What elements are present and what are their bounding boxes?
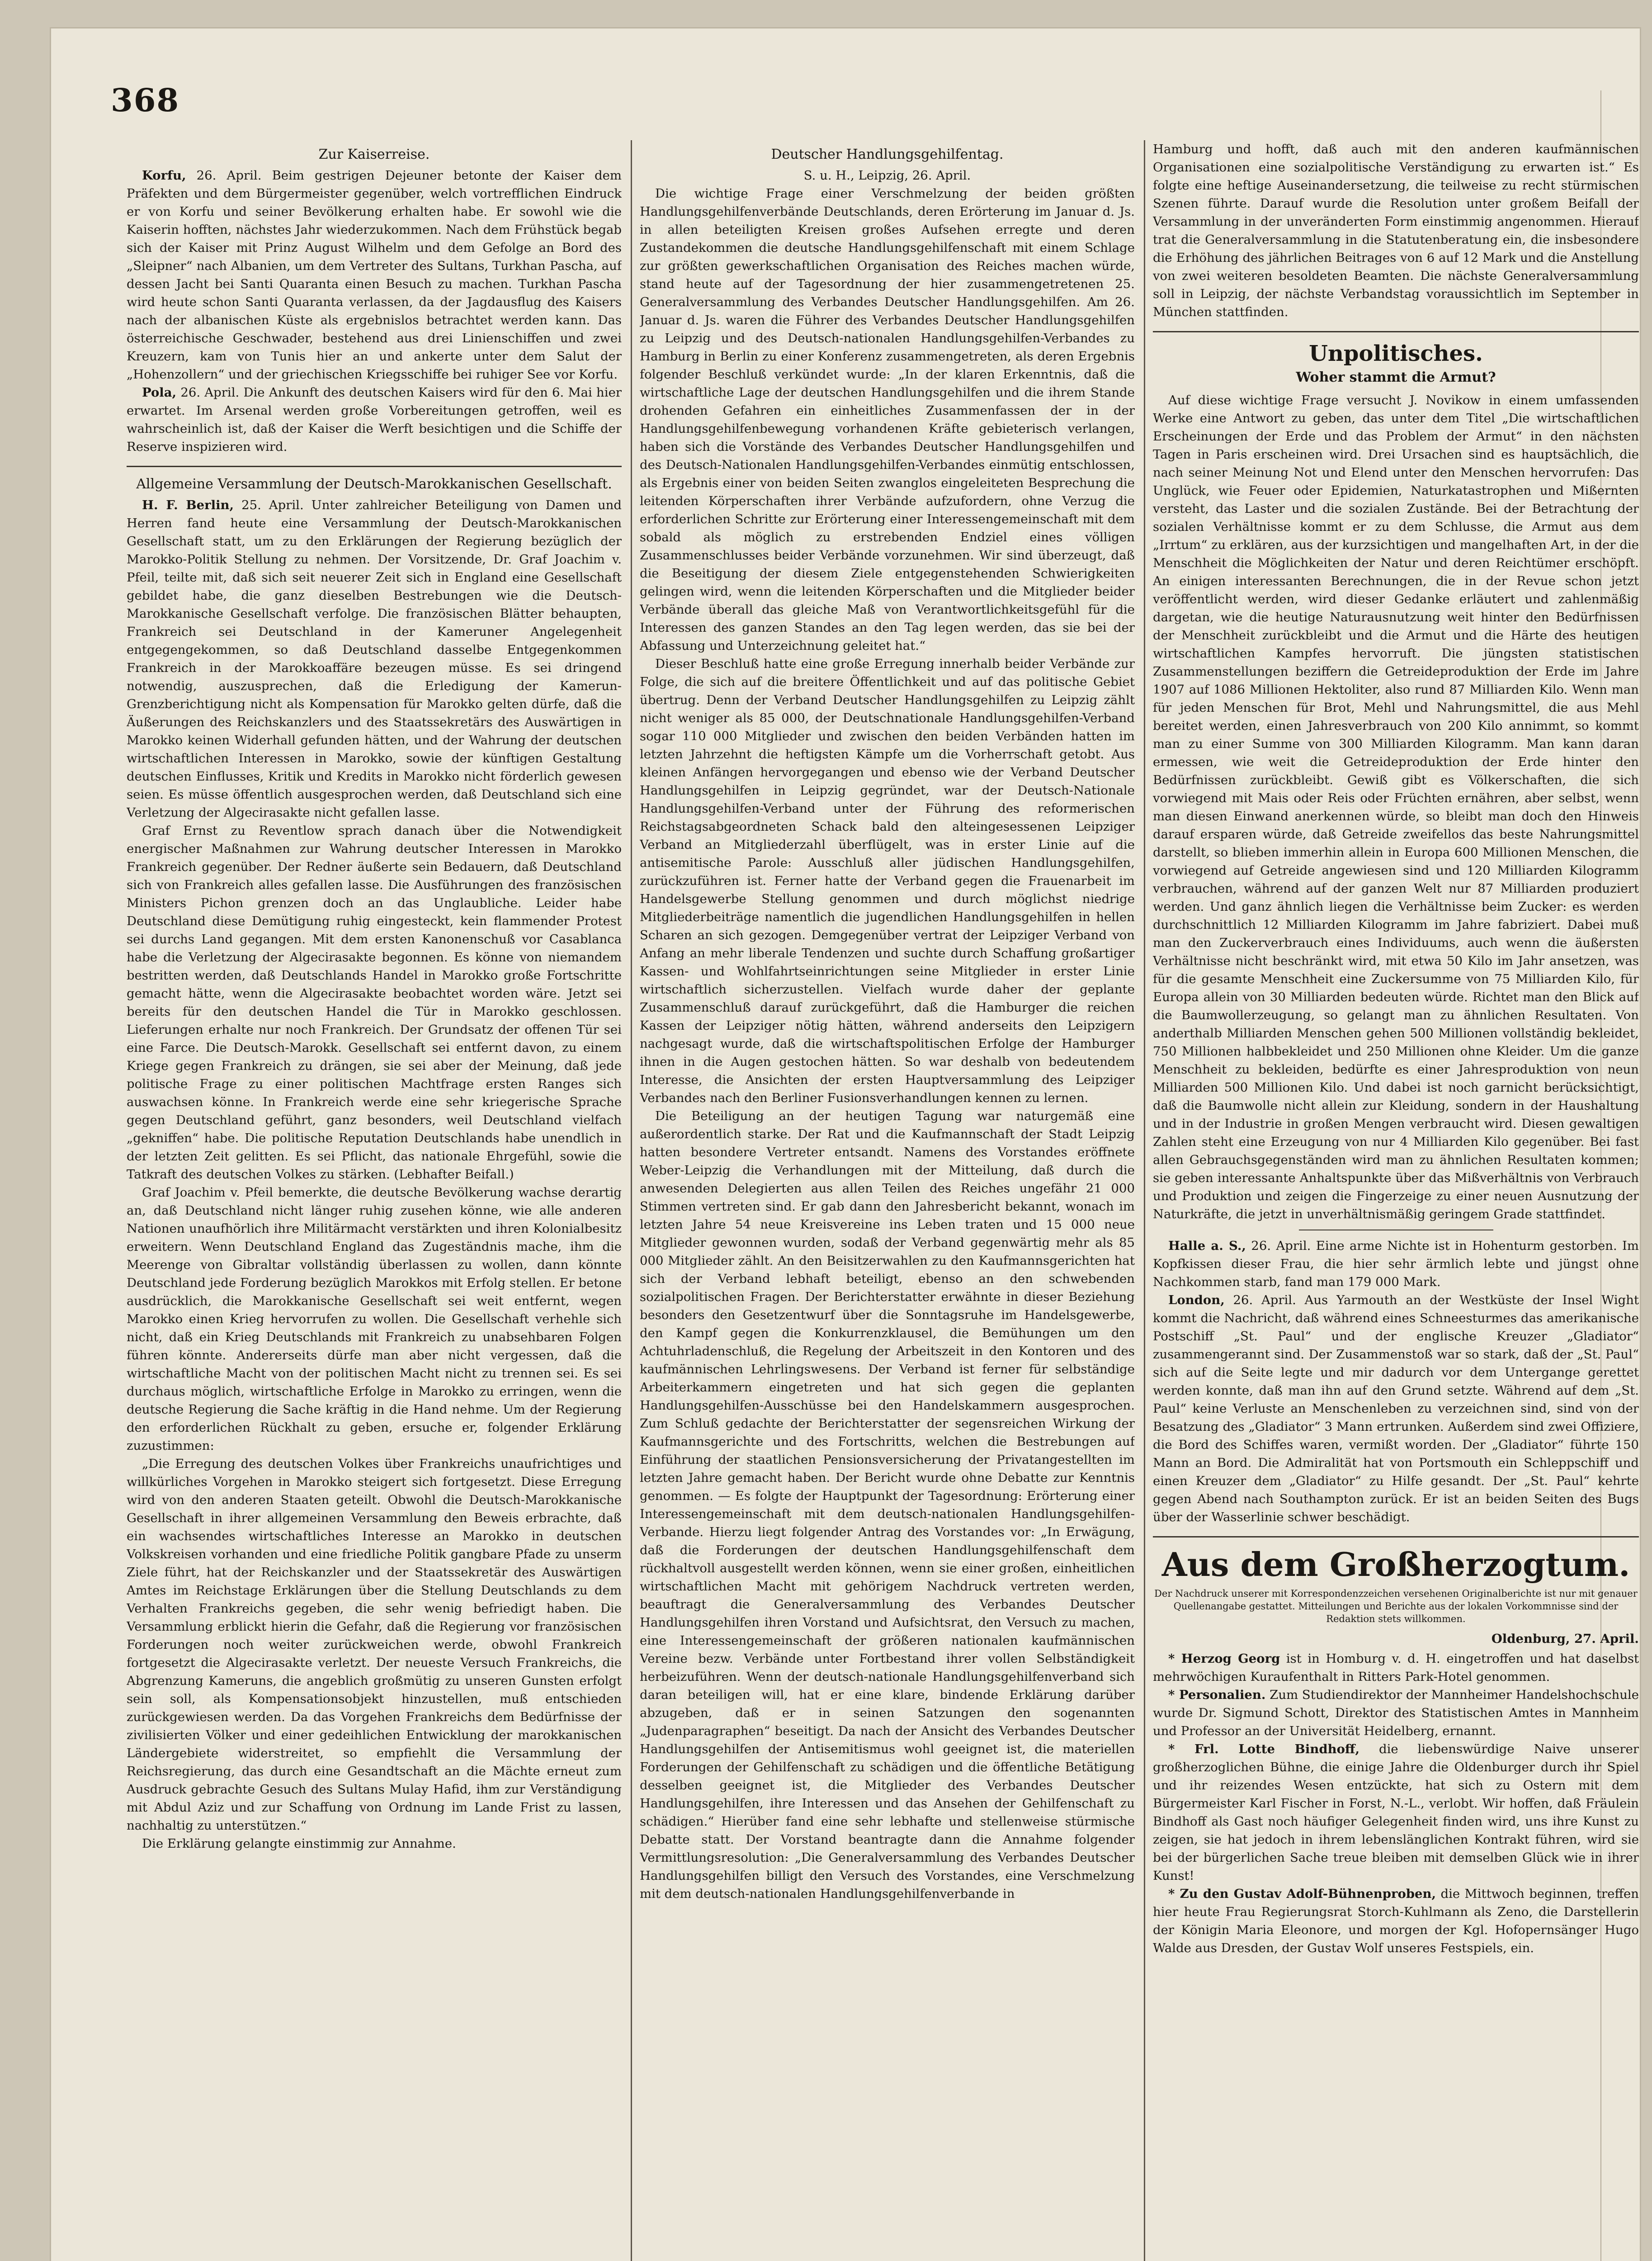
section-heading: Aus dem Großherzogtum. [1161, 1545, 1630, 1584]
article-paragraph [1153, 1291, 1639, 1526]
place-name: Korfu, [142, 168, 186, 183]
article-paragraph: „Die Erregung des deutschen Volkes über Frankreichs unaufrichtiges und willkürliches Vorgehen in Marokko steigert sich fortgesetzt. Diese Erregung wird von den anderen Staaten geteilt. Obwohl die Deutsch-Marokkanische Gesellschaft in ihrer allgemeinen Versammlung den Beweis erbrachte, daß ein wachsendes wirtschaftliches Interesse an Marokko in deutschen Volkskreisen vorhanden und eine friedliche Politik gangbare Pfade zu unserm Ziele führt, hat der Reichskanzler und der Staatssekretär des Auswärtigen Amtes im Reichstage Erklärungen über die Stellung Deutschlands zu dem Verhalten Frankreichs gegeben, die sehr wenig befriedigt haben. Die Versammlung erblickt hierin die Gefahr, daß die Regierung vor französischen Forderungen noch weiter zurückweichen werde, obwohl Frankreich fortgesetzt die Algecirasakte verletzt. Der neueste Versuch Frankreichs, die Abgrenzung Kameruns, die angeblich großmütig zu unseren Gunsten erfolgt sein soll, als Kompensationsobjekt hinzustellen, muß entschieden zurückgewiesen werden. Da das Vorgehen Frankreichs dem Bedürfnisse der zivilisierten Völker und einer gedeihlichen Entwicklung der marokkanischen Ländergebiete widerstreitet, so empfiehlt die Versammlung der Reichsregierung, das durch eine Gesandtschaft an die Mächte erneut zum Ausdruck gebrachte Gesuch des Sultans Mulay Hafid, ihm zur Verständigung mit Abdul Aziz und zur Schaffung von Ordnung im Lande Frist zu lassen, nachhaltig zu unterstützen.“ [127, 1457, 622, 1833]
section-divider [1153, 1536, 1639, 1537]
item-lead: * Personalien. [1168, 1688, 1266, 1702]
article-paragraph [1153, 1885, 1639, 1957]
article-paragraph: Auf diese wichtige Frage versucht J. Novikow in einem umfassenden Werke eine Antwort zu geben, das unter dem Titel „Die wirtschaftlichen Erscheinungen der Erde und das Problem der Armut“ in den nächsten Tagen in Paris erscheinen wird. Drei Ursachen sind es hauptsächlich, die nach seiner Meinung Not und Elend unter den Menschen hervorrufen: Das Unglück, wie Feuer oder Epidemien, Naturkatastrophen und Mißernten versteht, das Laster und die sozialen Zustände. Bei der Betrachtung der sozialen Verhältnisse kommt er zu dem Schlusse, die Armut aus dem „Irrtum“ zu erklären, aus der kurzsichtigen und mangelhaften Art, in der die Menschheit die Möglichkeiten der Natur und deren Reichtümer erschöpft. An einigen interessanten Berechnungen, die in der Revue schon jetzt veröffentlicht werden, wird dieser Gedanke erläutert und zahlenmäßig dargetan, wie die heutige Naturausnutzung weit hinter den Bedürfnissen der Menschheit zurückbleibt und die Armut und die Härte des heutigen wirtschaftlichen Kampfes hervorruft. Die jüngsten statistischen Zusammenstellungen beziffern die Getreideproduktion der Erde im Jahre 1907 auf 1086 Millionen Hektoliter, also rund 87 Milliarden Kilo. Wenn man für jeden Menschen für Brot, Mehl und Nahrungsmittel, die aus Mehl bereitet werden, einen Jahresverbrauch von 200 Kilo annimmt, so kommt man zu einer Summe von 300 Milliarden Kilogramm. Man kann daran ermessen, wie weit die Getreideproduktion der Erde hinter den Bedürfnissen zurückbleibt. Gewiß gibt es Völkerschaften, die sich vorwiegend mit Mais oder Reis oder Früchten ernähren, aber selbst, wenn man diesen Einwand anerkennen würde, so bleibt man doch den Hinweis darauf ersparen würde, daß Getreide zweifellos das beste Nahrungsmittel darstellt, so blieben immerhin allein in Europa 600 Millionen Menschen, die vorwiegend auf Getreide angewiesen sind und 120 Milliarden Kilogramm verbrauchen, während auf der ganzen Welt nur 87 Milliarden produziert werden. Und ganz ähnlich liegen die Verhältnisse beim Zucker: es werden durchschnittlich 12 Milliarden Kilogramm im Jahre fabriziert. Dabei muß man den Zuckerverbrauch eines Individuums, auch wenn die äußersten Verhältnisse nicht beschränkt wird, mit etwa 50 Kilo im Jahr ansetzen, was für die gesamte Menschheit eine Zuckersumme von 75 Milliarden Kilo, für Europa allein von 30 Milliarden bedeuten würde. Richtet man den Blick auf die Baumwollerzeugung, so gelangt man zu ähnlichen Resultaten. Von anderthalb Milliarden Menschen gehen 500 Millionen vollständig bekleidet, 750 Millionen halbbekleidet und 250 Millionen ohne Kleider. Um die ganze Menschheit zu bekleiden, bedürfte es einer Jahresproduktion von neun Milliarden 500 Millionen Kilo. Und dabei ist noch garnicht berücksichtigt, daß die Baumwolle nicht allein zur Kleidung, sondern in der Haushaltung und in der Industrie in großen Mengen verbraucht wird. Diesen gewaltigen Zahlen steht eine Erzeugung von nur 4 Milliarden Kilo gegenüber. Bei fast allen Gebrauchsgegenständen wird man zu ähnlichen Resultaten kommen; sie geben interessante Anhaltspunkte über das Mißverhältnis von Verbrauch und Produktion und zeigen die Fingerzeige zu einer neuen Ausnutzung der Naturkräfte, die jetzt in unverhältnismäßig geringem Grade stattfindet. [1153, 393, 1639, 1221]
column-2 [640, 140, 1135, 2261]
article-title: Zur Kaiserreise. [318, 147, 430, 162]
page-number: 368 [111, 81, 180, 119]
paragraph-text: Zum Studiendirektor der Mannheimer Handelshochschule wurde Dr. Sigmund Schott, Direktor des Statistischen Amtes in Mannheim und Professor an der Universität Heidelberg, ernannt. [1153, 1688, 1639, 1738]
item-lead: * Zu den Gustav Adolf-Bühnenproben, [1168, 1887, 1436, 1901]
paragraph-text: 26. April. Eine arme Nichte ist in Hohenturm gestorben. Im Kopfkissen dieser Frau, die hier sehr ärmlich lebte und jüngst ohne Nachkommen starb, fand man 179 000 Mark. [1153, 1239, 1639, 1289]
article-paragraph [127, 496, 622, 822]
paragraph-text: 26. April. Die Ankunft des deutschen Kaisers wird für den 6. Mai hier erwartet. Im Arsenal werden große Vorbereitungen getroffen, weil es wahrscheinlich ist, daß der Kaiser die Werft besichtigen und die Schiffe der Reserve inspizieren wird. [127, 385, 622, 454]
section-divider [127, 466, 622, 467]
dateline: Oldenburg, 27. April. [1491, 1632, 1639, 1646]
article-paragraph [127, 383, 622, 456]
article-paragraph [127, 166, 622, 383]
article-paragraph: Die wichtige Frage einer Verschmelzung der beiden größten Handlungsgehilfenverbände Deutschlands, deren Erörterung im Januar d. Js. in allen beteiligten Kreisen großes Aufsehen erregte und deren Zustandekommen die deutsche Handlungsgehilfenschaft mit einem Schlage zur größten gewerkschaftlichen Organisation des Reiches machen würde, stand heute auf der Tagesordnung der hier zusammengetretenen 25. Generalversammlung des Verbandes Deutscher Handlungsgehilfen. Am 26. Januar d. Js. waren die Führer des Verbandes Deutscher Handlungsgehilfen zu Leipzig und des Deutsch-nationalen Handlungsgehilfen-Verbandes zu Hamburg in Berlin zu einer Konferenz zusammengetreten, als deren Ergebnis folgender Beschluß verkündet wurde: „In der klaren Erkenntnis, daß die wirtschaftliche Lage der deutschen Handlungsgehilfen und die ihrem Stande drohenden Gefahren ein einheitliches Zusammenfassen der in der Handlungsgehilfenbewegung vorhandenen Kräfte gebieterisch verlangen, haben sich die Vorstände des Verbandes Deutscher Handlungsgehilfen und des Deutsch-Nationalen Handlungsgehilfen-Verbandes einmütig entschlossen, als Ergebnis einer von beiden Seiten zwanglos eingeleiteten Besprechung die leitenden Körperschaften ihrer Verbände aufzufordern, ohne Verzug die erforderlichen Schritte zur Erörterung einer Interessengemeinschaft mit dem sobald als möglich zu erstrebenden Endziel eines völligen Zusammenschlusses beider Verbände vorzunehmen. Wir sind überzeugt, daß die Beseitigung der diesem Ziele entgegenstehenden Schwierigkeiten gelingen wird, wenn die leitenden Körperschaften und die Mitglieder beider Verbände überall das gleiche Maß von Verantwortlichkeitsgefühl für die Interessen des ganzen Standes an den Tag legen werden, das sie bei der Abfassung und Unterzeichnung geleitet hat.“ [640, 186, 1135, 653]
paragraph-text: 26. April. Beim gestrigen Dejeuner betonte der Kaiser dem Präfekten und dem Bürgermeister gegenüber, welch vortrefflichen Eindruck er von Korfu und seiner Bevölkerung erhalten habe. Er sowohl wie die Kaiserin hofften, nächstes Jahr wiederzukommen. Nach dem Frühstück begab sich der Kaiser mit Prinz August Wilhelm und dem Gefolge an Bord des „Sleipner“ nach Albanien, um dem Vertreter des Sultans, Turkhan Pascha, auf dessen Jacht bei Santi Quaranta einen Besuch zu machen. Turkhan Pascha wird heute schon Santi Quaranta verlassen, da der Jagdausflug des Kaisers nach der albanischen Küste als ergebnislos betrachtet werden kann. Das österreichische Geschwader, bestehend aus drei Linienschiffen und zwei Kreuzern, kam von Tunis hier an und ankerte unter dem Salut der „Hohenzollern“ und der griechischen Kriegsschiffe bei ruhiger See vor Korfu. [127, 168, 622, 382]
place-name: H. F. Berlin, [142, 498, 234, 512]
column-rule [1144, 140, 1145, 2261]
place-name: Halle a. S., [1168, 1239, 1246, 1253]
column-1 [127, 140, 622, 2261]
article-paragraph: Graf Joachim v. Pfeil bemerkte, die deutsche Bevölkerung wachse derartig an, daß Deutschland nicht länger ruhig zusehen könne, wie alle anderen Nationen unaufhörlich ihre Militärmacht verstärkten und ihren Kolonialbesitz erweitern. Wenn Deutschland England das Zugeständnis mache, ihm die Meerenge von Gibraltar vollständig überlassen zu wollen, dann könnte Deutschland jede Forderung bezüglich Marokkos mit Erfolg stellen. Er betone ausdrücklich, die Marokkanische Gesellschaft sei weit entfernt, wegen Marokko einen Krieg hervorrufen zu wollen. Die Gesellschaft verhehle sich nicht, daß ein Krieg Deutschlands mit Frankreich zu unabsehbaren Folgen führen könnte. Andererseits dürfe man aber nicht vergessen, daß die wirtschaftliche Macht von der politischen Macht nicht zu trennen sei. Es sei durchaus möglich, wirtschaftliche Erfolge in Marokko zu erringen, wenn die deutsche Regierung die Sache kräftig in die Hand nehme. Um der Regierung den erforderlichen Rückhalt zu geben, ersuche er, folgender Erklärung zuzustimmen: [127, 1185, 622, 1453]
section-divider [1153, 331, 1639, 332]
article-paragraph [1153, 1686, 1639, 1740]
paragraph-text: die Mittwoch beginnen, treffen hier heute Frau Regierungsrat Storch-Kuhlmann als Zeno, die Darstellerin der Königin Maria Eleonore, und morgen der Kgl. Hofopernsänger Hugo Walde aus Dresden, der Gustav Wolf unseres Festspiels, ein. [1153, 1887, 1639, 1955]
article-paragraph: Graf Ernst zu Reventlow sprach danach über die Notwendigkeit energischer Maßnahmen zur Wahrung deutscher Interessen in Marokko Frankreich gegenüber. Der Redner äußerte sein Bedauern, daß Deutschland sich von Frankreich alles gefallen lasse. Die Ausführungen des französischen Ministers Pichon grenzen doch an das Unglaubliche. Leider habe Deutschland diese Demütigung ruhig eingesteckt, kein flammender Protest sei durchs Land gegangen. Mit dem ersten Kanonenschuß vor Casablanca habe die Verletzung der Algecirasakte begonnen. Es könne von niemandem bestritten werden, daß Deutschlands Handel in Marokko große Fortschritte gemacht hätte, wenn die Algecirasakte beobachtet worden wäre. Jetzt sei bereits für den deutschen Handel die Tür in Marokko geschlossen. Lieferungen erhalte nur noch Frankreich. Der Grundsatz der offenen Tür sei eine Farce. Die Deutsch-Marokk. Gesellschaft sei entfernt davon, zu einem Kriege gegen Frankreich zu drängen, sie sei aber der Meinung, daß jede politische Frage zu einer politischen Machtfrage ersten Ranges sich auswachsen könne. In Frankreich werde eine sehr kriegerische Sprache gegen Deutschland geführt, ganz besonders, weil Deutschland vielfach „gekniffen“ habe. Die politische Reputation Deutschlands habe unendlich in der letzten Zeit gelitten. Es sei Pflicht, das nationale Ehrgefühl, sowie die Tatkraft des deutschen Volkes zu stärken. (Lebhafter Beifall.) [127, 823, 622, 1182]
column-3 [1153, 140, 1639, 2261]
place-name: Pola, [142, 385, 177, 400]
article-paragraph: Die Beteiligung an der heutigen Tagung war naturgemäß eine außerordentlich starke. Der Rat und die Kaufmannschaft der Stadt Leipzig hatten besondere Vertreter entsandt. Namens des Vorstandes eröffnete Weber-Leipzig die Verhandlungen mit der Mitteilung, daß durch die anwesenden Delegierten aus allen Teilen des Reiches ungefähr 21 000 Stimmen vertreten sind. Er gab dann den Jahresbericht bekannt, wonach im letzten Jahre 54 neue Kreisvereine ins Leben traten und 15 000 neue Mitglieder gewonnen wurden, sodaß der Verband gegenwärtig mehr als 85 000 Mitglieder zählt. An den Beisitzerwahlen zu den Kaufmannsgerichten hat sich der Verband lebhaft beteiligt, ebenso an den schwebenden sozialpolitischen Fragen. Der Berichterstatter erwähnte in dieser Beziehung besonders den Gesetzentwurf über die Sonntagsruhe im Handelsgewerbe, den Kampf gegen die Konkurrenzklausel, die Bemühungen um den Achtuhrladenschluß, die Regelung der Arbeitszeit in den Kontoren und des kaufmännischen Lehrlingswesens. Der Verband ist ferner für selbständige Arbeiterkammern eingetreten und hat sich gegen die geplanten Handlungsgehilfen-Ausschüsse bei den Handelskammern ausgesprochen. Zum Schluß gedachte der Berichterstatter der segensreichen Wirkung der Kaufmannsgerichte und des Fortschritts, welchen die Bestrebungen auf Einführung der staatlichen Pensionsversicherung der Privatangestellten im letzten Jahre gemacht haben. Der Bericht wurde ohne Debatte zur Kenntnis genommen. — Es folgte der Hauptpunkt der Tagesordnung: Erörterung einer Interessengemeinschaft mit dem deutsch-nationalen Handlungsgehilfen-Verbande. Hierzu liegt folgender Antrag des Vorstandes vor: „In Erwägung, daß die Forderungen der deutschen Handlungsgehilfenschaft dem rückhaltvoll ausgestellt werden können, wenn sie einer großen, einheitlichen wirtschaftlichen Macht mit gehörigem Nachdruck vertreten werden, beauftragt die Generalversammlung des Verbandes Deutscher Handlungsgehilfen ihren Vorstand und Aufsichtsrat, den Versuch zu machen, eine Interessengemeinschaft der größeren nationalen kaufmännischen Vereine bezw. Verbände unter Fortbestand ihrer vollen Selbständigkeit herbeizuführen. Wenn der deutsch-nationale Handlungsgehilfenverband sich daran beteiligen will, hat er eine klare, bindende Erklärung darüber abzugeben, daß er in seinen Satzungen den sogenannten „Judenparagraphen“ beseitigt. Da nach der Ansicht des Verbandes Deutscher Handlungsgehilfen der Antisemitismus wohl geeignet ist, die materiellen Forderungen der Gehilfenschaft zu schädigen und die öffentliche Betätigung desselben geeignet ist, die Mitglieder des Verbandes Deutscher Handlungsgehilfen, ihre Interessen und das Ansehen der Gehilfenschaft zu schädigen.“ Hierüber fand eine sehr lebhafte und stellenweise stürmische Debatte statt. Der Vorstand beantragte dann die Annahme folgender Vermittlungsresolution: „Die Generalversammlung des Verbandes Deutscher Handlungsgehilfen billigt den Versuch des Vorstandes, eine Verschmelzung mit dem deutsch-nationalen Handlungsgehilfenverbande in [640, 1109, 1135, 1901]
article-subtitle: Woher stammt die Armut? [1296, 369, 1496, 385]
article-paragraph [1153, 1237, 1639, 1291]
item-lead: * Frl. Lotte Bindhoff, [1168, 1742, 1360, 1756]
article-title: Allgemeine Versammlung der Deutsch-Marokkanischen Gesellschaft. [136, 476, 612, 492]
article-title: Deutscher Handlungsgehilfentag. [771, 147, 1004, 162]
paragraph-text: 25. April. Unter zahlreicher Beteiligung von Damen und Herren fand heute eine Versammlung der Deutsch-Marokkanischen Gesellschaft statt, um zu den Erklärungen der Regierung bezüglich der Marokko-Politik Stellung zu nehmen. Der Vorsitzende, Dr. Graf Joachim v. Pfeil, teilte mit, daß sich seit neuerer Zeit sich in England eine Gesellschaft gebildet habe, die ganz dieselben Bestrebungen wie die Deutsch-Marokkanische Gesellschaft verfolge. Die französischen Blätter behaupten, Frankreich sei Deutschland in der Kameruner Angelegenheit entgegengekommen, so daß Deutschland dasselbe Entgegenkommen Frankreich in der Marokkoaffäre bezeugen müsse. Es sei dringend notwendig, auszusprechen, daß die Erledigung der Kamerun-Grenzberichtigung nicht als Kompensation für Marokko gelten dürfe, daß die Äußerungen des Reichskanzlers und des Staatssekretärs des Auswärtigen in Marokko keinen Widerhall gefunden hätten, und der Wahrung der deutschen wirtschaftlichen Interessen in Marokko, sowie der künftigen Gestaltung deutschen Einflusses, Kritik und Kredits in Marokko nicht förderlich gewesen seien. Es müsse öffentlich ausgesprochen werden, daß Deutschland sich eine Verletzung der Algecirasakte nicht gefallen lasse. [127, 498, 622, 820]
article-paragraph: Dieser Beschluß hatte eine große Erregung innerhalb beider Verbände zur Folge, die sich auf die breitere Öffentlichkeit und auf das politische Gebiet übertrug. Denn der Verband Deutscher Handlungsgehilfen zu Leipzig zählt nicht weniger als 85 000, der Deutschnationale Handlungsgehilfen-Verband sogar 110 000 Mitglieder und zwischen den beiden Verbänden hatten im letzten Jahrzehnt die heftigsten Kämpfe um die Vorherrschaft getobt. Aus kleinen Anfängen hervorgegangen und ebenso wie der Verband Deutscher Handlungsgehilfen in Leipzig gegründet, war der Deutsch-Nationale Handlungsgehilfen-Verband unter der Führung des reformerischen Reichstagsabgeordneten Schack bald den alteingesessenen Leipziger Verband an Mitgliederzahl überflügelt, was in erster Linie auf die antisemitische Parole: Ausschluß aller jüdischen Handlungsgehilfen, zurückzuführen ist. Ferner hatte der Verband gegen die Frauenarbeit im Handelsgewerbe Stellung genommen und durch möglichst niedrige Mitgliederbeiträge namentlich die jugendlichen Handlungsgehilfen in hellen Scharen an sich gezogen. Demgegenüber vertrat der Leipziger Verband von Anfang an mehr liberale Tendenzen und suchte durch Schaffung großartiger Kassen- und Wohlfahrtseinrichtungen seine Mitglieder in erster Linie wirtschaftlich sicherzustellen. Vielfach wurde daher der geplante Zusammenschluß darauf zurückgeführt, daß die Hamburger die reichen Kassen der Leipziger nötig hätten, während anderseits den Leipzigern nachgesagt wurde, daß die wirtschaftspolitischen Erfolge der Hamburger ihnen in die Augen gestochen hätten. So war deshalb von bedeutendem Interesse, die Ansichten der ersten Hauptversammlung des Leipziger Verbandes nach den Berliner Fusionsverhandlungen kennen zu lernen. [640, 657, 1135, 1105]
newspaper-page [50, 27, 1641, 2261]
paragraph-text: ist in Homburg v. d. H. eingetroffen und hat daselbst mehrwöchigen Kuraufenthalt in Ritters Park-Hotel genommen. [1153, 1651, 1639, 1684]
place-name: London, [1168, 1293, 1225, 1307]
paragraph-text: 26. April. Aus Yarmouth an der Westküste der Insel Wight kommt die Nachricht, daß während eines Schneesturmes das amerikanische Postschiff „St. Paul“ und der englische Kreuzer „Gladiator“ zusammengerannt sind. Der Zusammenstoß war so stark, daß der „St. Paul“ sich auf die Seite legte und mir dadurch vor dem Untergange gerettet werden konnte, daß man ihn auf den Grund setzte. Während auf dem „St. Paul“ keine Verluste an Menschenleben zu verzeichnen sind, sind von der Besatzung des „Gladiator“ 3 Mann ertrunken. Außerdem sind zwei Offiziere, die Bord des Schiffes waren, vermißt worden. Der „Gladiator“ führte 150 Mann an Bord. Die Admiralität hat von Portsmouth ein Schleppschiff und einen Kreuzer dem „Gladiator“ zu Hilfe gesandt. Der „St. Paul“ kehrte gegen Abend nach Southampton zurück. Er ist an beiden Seiten des Bugs über der Wasserlinie schwer beschädigt. [1153, 1293, 1639, 1524]
article-paragraph: Die Erklärung gelangte einstimmig zur Annahme. [142, 1836, 456, 1851]
column-rule [631, 140, 632, 2261]
paragraph-text: die liebenswürdige Naive unserer großherzoglichen Bühne, die einige Jahre die Oldenburger durch ihr Spiel und ihr reizendes Wesen entzückte, hat sich zu Ostern mit dem Bürgermeister Karl Fischer in Forst, N.-L., verlobt. Wir hoffen, daß Fräulein Bindhoff als Gast noch häufiger Gelegenheit finden wird, uns ihre Kunst zu zeigen, sie hat jedoch in ihrem lebenslänglichen Kontrakt führen, wird sie bei der bürgerlichen Sache treue bleiben mit demselben Glück wie in ihrer Kunst! [1153, 1742, 1639, 1883]
article-paragraph [1153, 1740, 1639, 1885]
dateline: S. u. H., Leipzig, 26. April. [803, 168, 971, 183]
reprint-notice: Der Nachdruck unserer mit Korrespondenzzeichen versehenen Originalberichte ist nur mit genauer Quellenangabe gestattet. Mitteilungen und Berichte aus der lokalen Vorkommnisse sind der Redaktion stets willkommen. [1154, 1588, 1638, 1624]
article-paragraph: Hamburg und hofft, daß auch mit den anderen kaufmännischen Organisationen eine sozialpolitische Verständigung zu erwarten ist.“ Es folgte eine heftige Auseinandersetzung, die teilweise zu recht stürmischen Szenen führte. Darauf wurde die Resolution unter großem Beifall der Versammlung in der unveränderten Form einstimmig angenommen. Hierauf trat die Generalversammlung in die Statutenberatung ein, die insbesondere die Erhöhung des jährlichen Beitrages von 6 auf 12 Mark und die Anstellung von zwei weiteren besoldeten Beamten. Die nächste Generalversammlung soll in Leipzig, der nächste Verbandstag voraussichtlich im September in München stattfinden. [1153, 142, 1639, 319]
article-paragraph [1153, 1650, 1639, 1686]
section-heading: Unpolitisches. [1309, 341, 1483, 366]
item-lead: * Herzog Georg [1168, 1651, 1280, 1666]
